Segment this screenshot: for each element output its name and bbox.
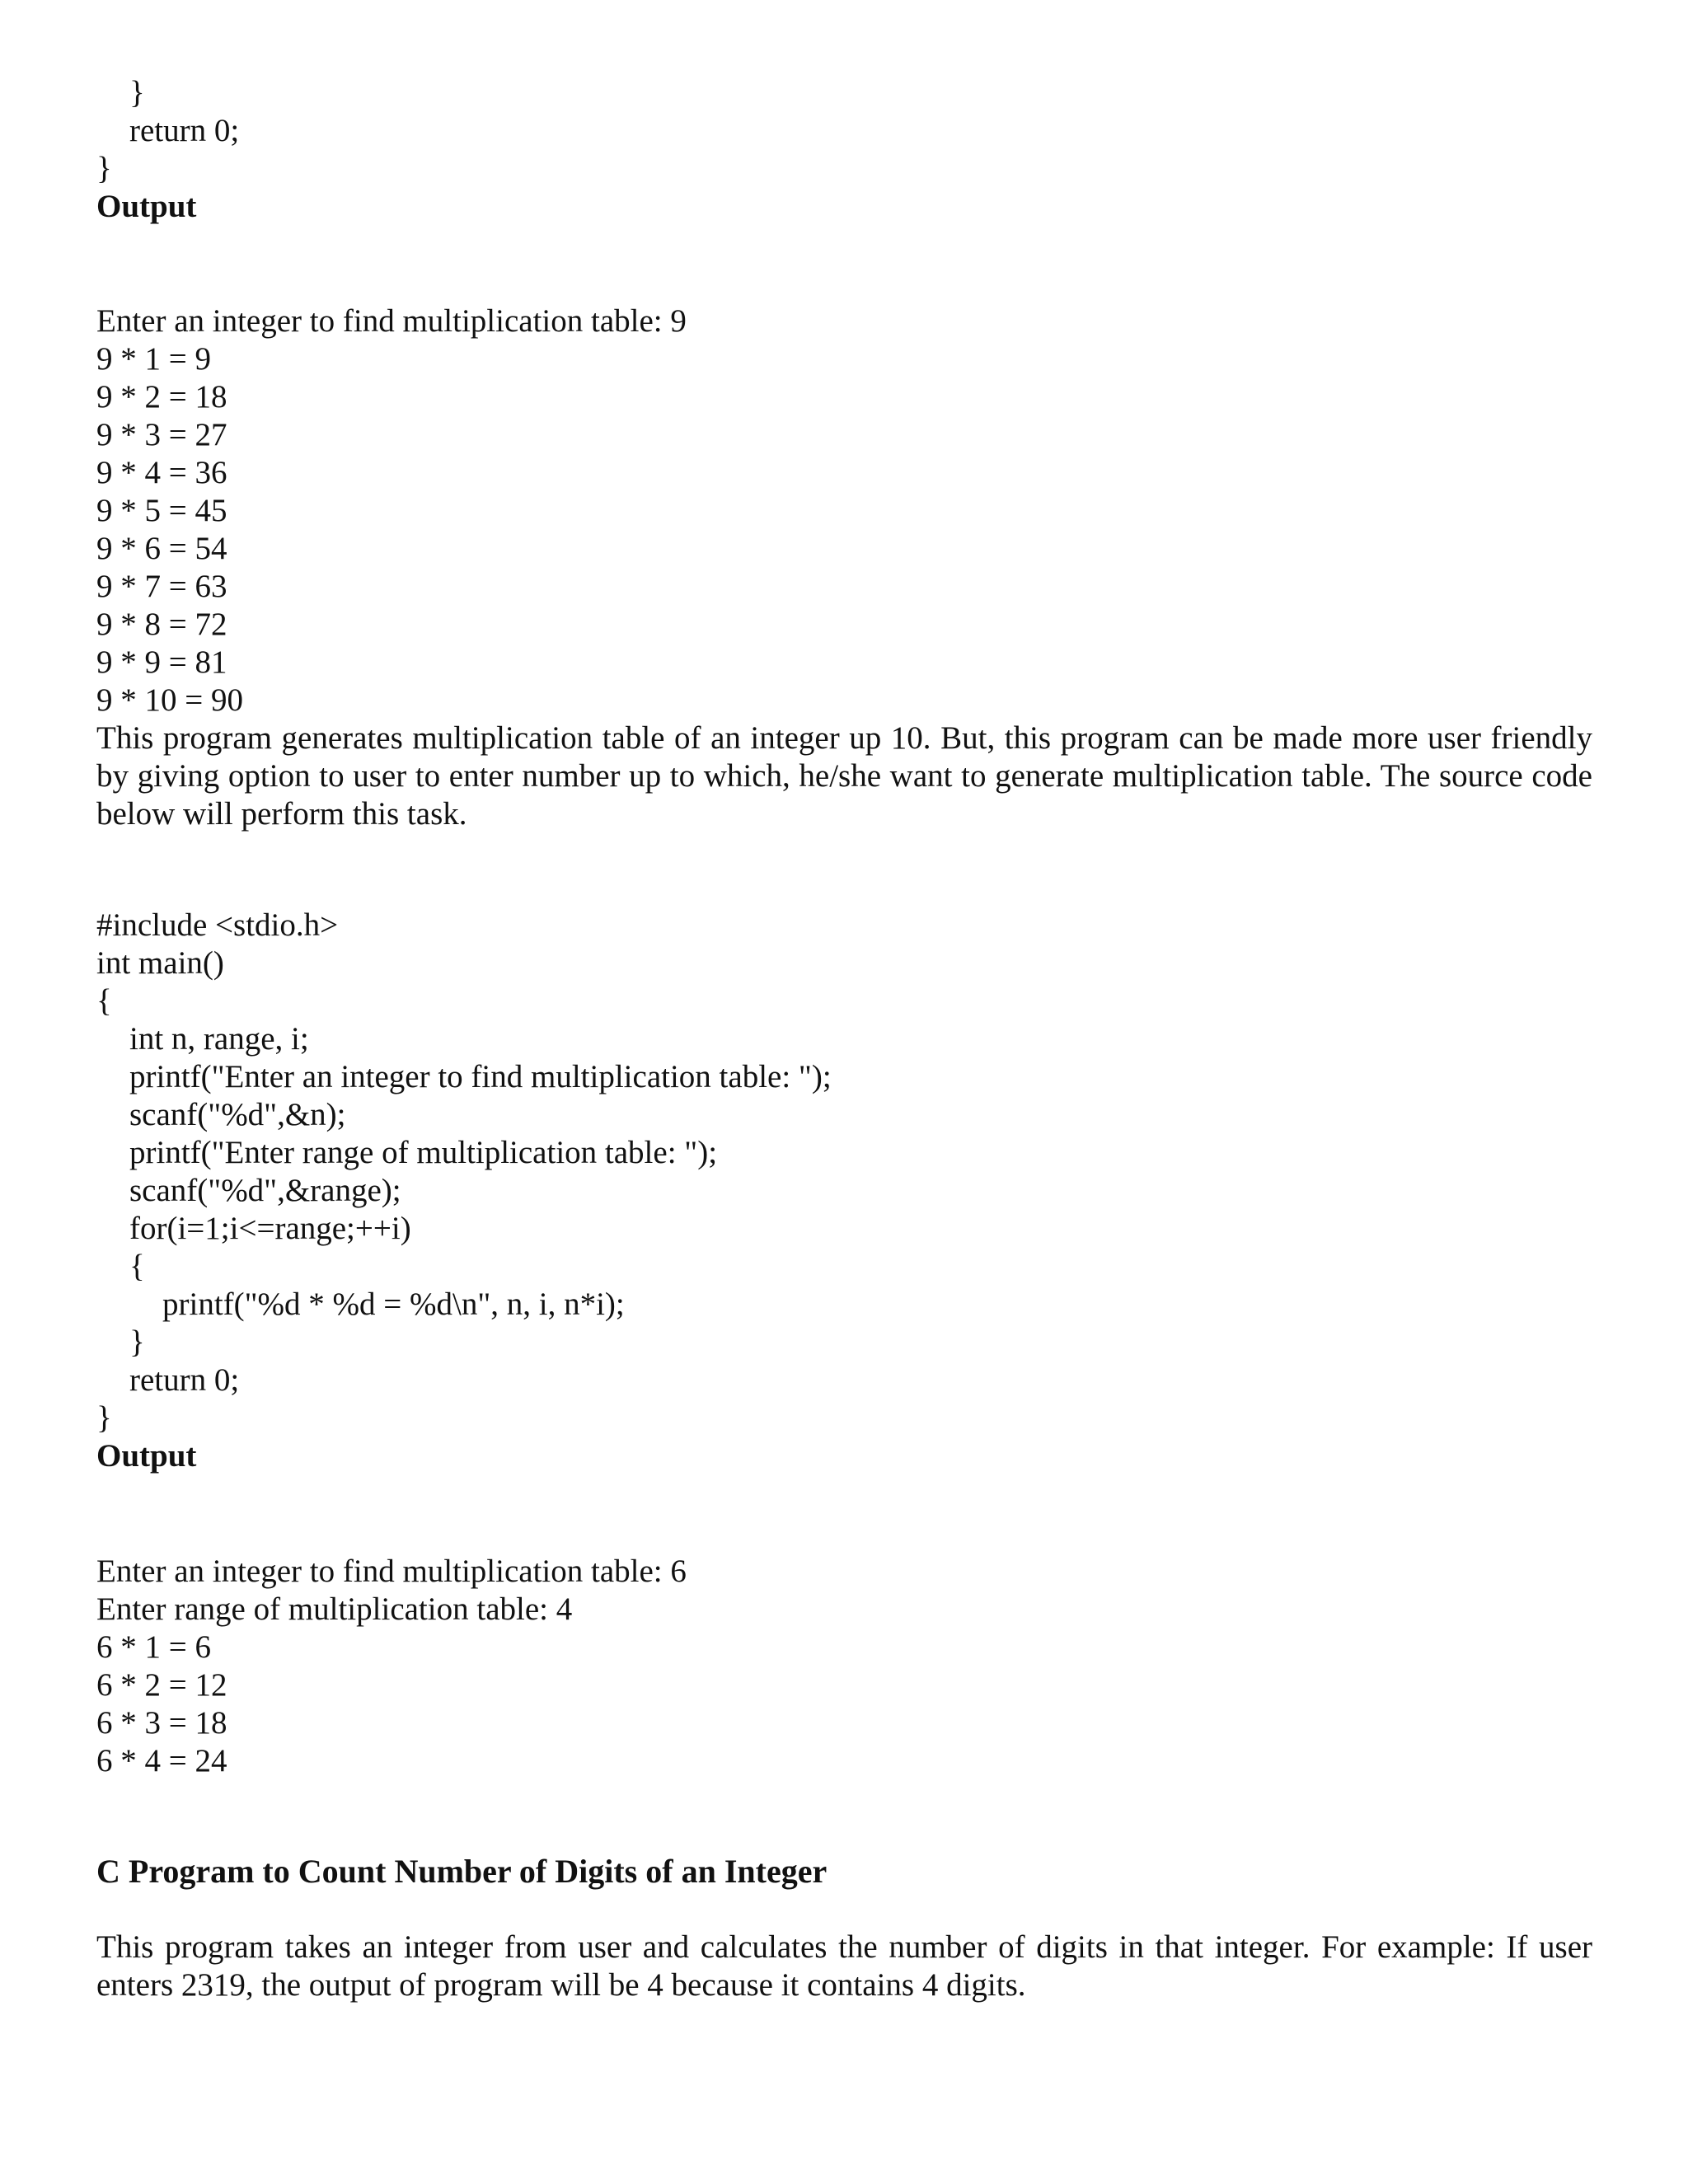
- code-line: printf("%d * %d = %d\n", n, i, n*i);: [162, 1286, 625, 1322]
- output-line: Enter an integer to find multiplication table: 6: [96, 1554, 687, 1589]
- body-paragraph: This program generates multiplication table of an integer up 10. But, this program can be made more user friendly by giving option to user to enter number up to which, he/she want to generate multiplication table. The source code below will perform this task.: [96, 720, 1592, 832]
- code-line: }: [96, 1400, 112, 1436]
- code-line: int n, range, i;: [129, 1021, 309, 1057]
- code-line: #include <stdio.h>: [96, 907, 339, 943]
- output-line: 6 * 2 = 12: [96, 1667, 227, 1703]
- code-line: }: [129, 1324, 145, 1360]
- output-heading: Output: [96, 189, 197, 224]
- output-line: 9 * 4 = 36: [96, 455, 227, 490]
- code-line: printf("Enter an integer to find multiplication table: ");: [129, 1059, 832, 1094]
- section-heading: C Program to Count Number of Digits of an Integer: [96, 1853, 828, 1890]
- output-line: 9 * 7 = 63: [96, 569, 227, 604]
- output-line: 6 * 4 = 24: [96, 1743, 227, 1779]
- output-line: 9 * 9 = 81: [96, 644, 227, 680]
- code-line: }: [129, 75, 145, 110]
- body-paragraph: This program takes an integer from user and calculates the number of digits in that integer. For example: If user enters 2319, the output of program will be 4 because it contains 4 digits.: [96, 1929, 1592, 2003]
- output-line: 9 * 5 = 45: [96, 493, 227, 528]
- code-line: scanf("%d",&n);: [129, 1097, 346, 1132]
- code-line: return 0;: [129, 113, 240, 148]
- code-line: printf("Enter range of multiplication table: ");: [129, 1135, 718, 1170]
- code-line: int main(): [96, 945, 224, 981]
- code-line: {: [129, 1249, 145, 1284]
- output-line: 9 * 2 = 18: [96, 379, 227, 415]
- output-line: 9 * 6 = 54: [96, 531, 227, 566]
- output-line: 6 * 3 = 18: [96, 1705, 227, 1741]
- code-line: scanf("%d",&range);: [129, 1173, 401, 1208]
- output-line: 9 * 8 = 72: [96, 607, 227, 642]
- output-heading: Output: [96, 1438, 197, 1474]
- output-line: Enter range of multiplication table: 4: [96, 1591, 573, 1627]
- output-line: 9 * 1 = 9: [96, 341, 211, 377]
- output-line: Enter an integer to find multiplication table: 9: [96, 303, 687, 339]
- code-line: return 0;: [129, 1362, 240, 1398]
- output-line: 9 * 3 = 27: [96, 417, 227, 452]
- code-line: }: [96, 151, 112, 186]
- output-line: 6 * 1 = 6: [96, 1629, 211, 1665]
- output-line: 9 * 10 = 90: [96, 682, 243, 718]
- code-line: {: [96, 983, 112, 1019]
- code-line: for(i=1;i<=range;++i): [129, 1211, 411, 1246]
